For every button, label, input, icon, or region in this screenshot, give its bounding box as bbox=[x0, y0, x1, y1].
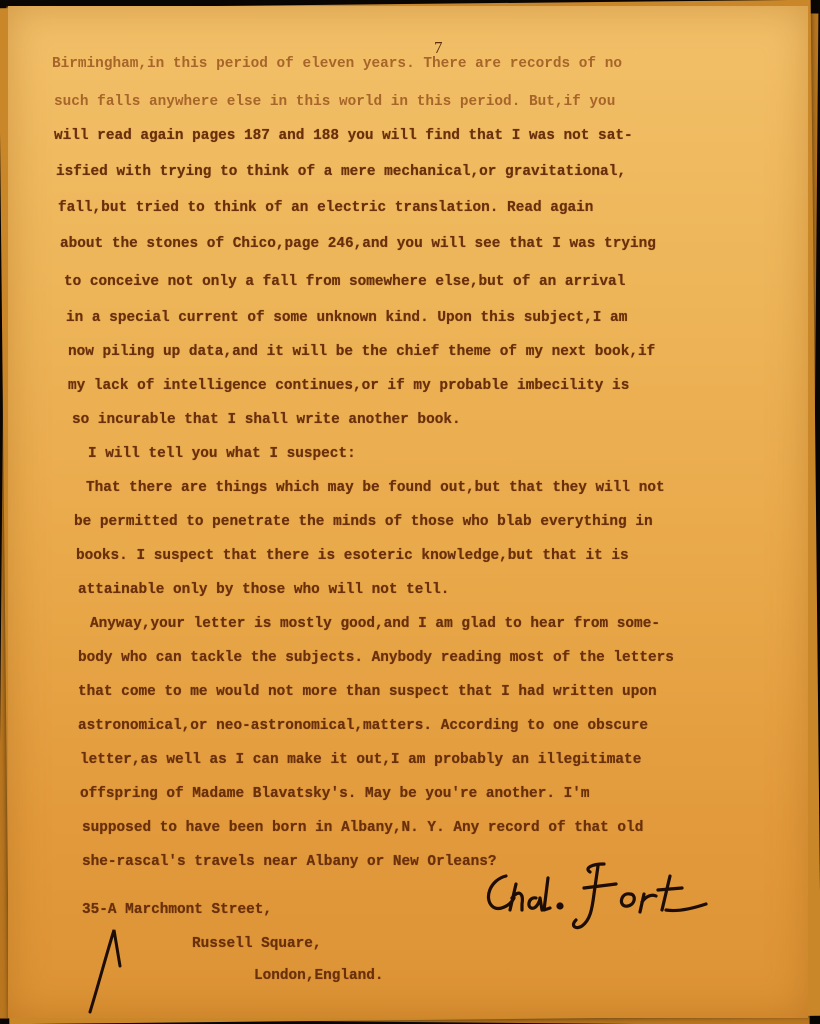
body-line: so incurable that I shall write another book. bbox=[72, 412, 461, 428]
body-line: Birmingham,in this period of eleven years. There are records of no bbox=[52, 56, 622, 72]
body-line: that come to me would not more than suspect that I had written upon bbox=[78, 684, 657, 700]
body-line: my lack of intelligence continues,or if my probable imbecility is bbox=[68, 378, 630, 394]
body-line: supposed to have been born in Albany,N. Y. Any record of that old bbox=[82, 820, 644, 836]
body-line: body who can tackle the subjects. Anybody reading most of the letters bbox=[78, 650, 674, 666]
address-line-square: Russell Square, bbox=[192, 936, 322, 952]
page-number: 7 bbox=[434, 38, 443, 57]
body-line: such falls anywhere else in this world in this period. But,if you bbox=[54, 94, 616, 110]
address-line-city: London,England. bbox=[254, 968, 384, 984]
body-line: fall,but tried to think of an electric translation. Read again bbox=[58, 200, 594, 216]
body-line: I will tell you what I suspect: bbox=[88, 446, 356, 462]
body-line: That there are things which may be found out,but that they will not bbox=[86, 480, 665, 496]
address-line-street: 35-A Marchmont Street, bbox=[82, 902, 272, 918]
body-line: books. I suspect that there is esoteric knowledge,but that it is bbox=[76, 548, 629, 564]
body-line: attainable only by those who will not tell. bbox=[78, 582, 450, 598]
body-line: astronomical,or neo-astronomical,matters. According to one obscure bbox=[78, 718, 648, 734]
body-line: about the stones of Chico,page 246,and you will see that I was trying bbox=[60, 236, 656, 252]
body-line: Anyway,your letter is mostly good,and I am glad to hear from some- bbox=[90, 616, 660, 632]
body-line: she-rascal's travels near Albany or New Orleans? bbox=[82, 854, 497, 870]
body-line: be permitted to penetrate the minds of those who blab everything in bbox=[74, 514, 653, 530]
handwritten-signature bbox=[480, 854, 716, 934]
letter-page bbox=[8, 6, 808, 1018]
body-line: isfied with trying to think of a mere mechanical,or gravitational, bbox=[56, 164, 626, 180]
body-line: letter,as well as I can make it out,I am probably an illegitimate bbox=[80, 752, 642, 768]
body-line: will read again pages 187 and 188 you will find that I was not sat- bbox=[54, 128, 633, 144]
body-line: in a special current of some unknown kind. Upon this subject,I am bbox=[66, 310, 628, 326]
body-line: now piling up data,and it will be the chief theme of my next book,if bbox=[68, 344, 656, 360]
body-line: offspring of Madame Blavatsky's. May be you're another. I'm bbox=[80, 786, 590, 802]
pen-mark bbox=[84, 926, 134, 1016]
body-line: to conceive not only a fall from somewhere else,but of an arrival bbox=[64, 274, 626, 290]
